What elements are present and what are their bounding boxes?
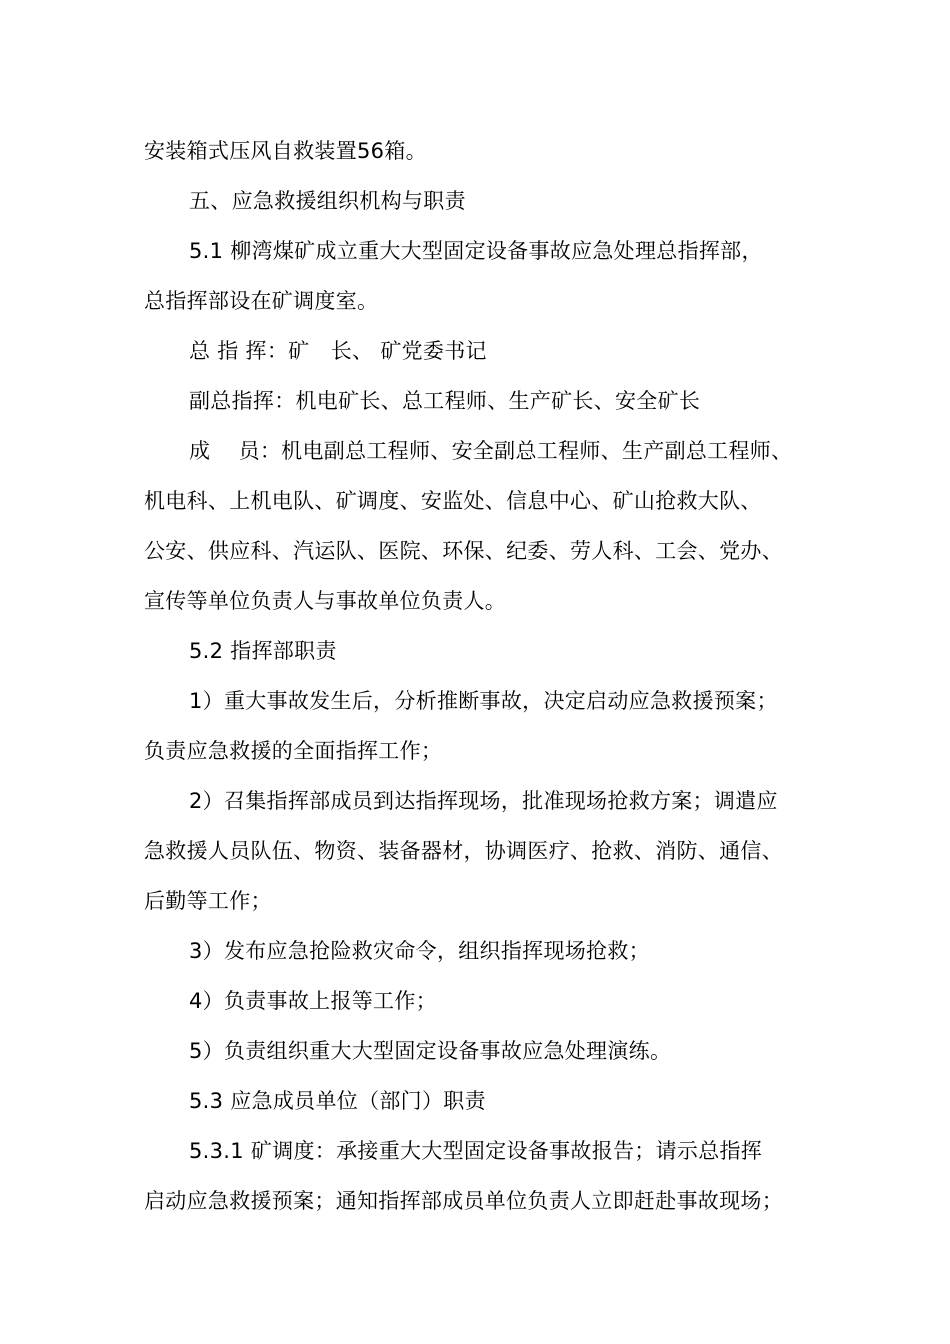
text-line: 负责应急救援的全面指挥工作； [144, 739, 443, 763]
section-heading: 5.2 指挥部职责 [189, 639, 337, 663]
text-line: 5）负责组织重大大型固定设备事故应急处理演练。 [189, 1039, 672, 1063]
text-line: 3）发布应急抢险救灾命令，组织指挥现场抢救； [189, 939, 650, 963]
text-line: 5.3.1 矿调度：承接重大大型固定设备事故报告；请示总指挥 [189, 1139, 763, 1163]
text-line: 后勤等工作； [144, 889, 272, 913]
text-line: 安装箱式压风自救装置56箱。 [144, 139, 427, 163]
text-line: 总 指 挥：矿 长、 矿党委书记 [189, 339, 487, 363]
text-line: 成 员：机电副总工程师、安全副总工程师、生产副总工程师、 [189, 439, 793, 463]
text-line: 1）重大事故发生后，分析推断事故，决定启动应急救援预案； [189, 689, 778, 713]
text-line: 公安、供应科、汽运队、医院、环保、纪委、劳人科、工会、党办、 [144, 539, 783, 563]
section-heading: 五、应急救援组织机构与职责 [189, 189, 466, 213]
text-line: 副总指挥：机电矿长、总工程师、生产矿长、安全矿长 [189, 389, 701, 413]
text-line: 启动应急救援预案；通知指挥部成员单位负责人立即赶赴事故现场； [144, 1189, 783, 1213]
text-line: 5.1 柳湾煤矿成立重大大型固定设备事故应急处理总指挥部， [189, 239, 763, 263]
text-line: 机电科、上机电队、矿调度、安监处、信息中心、矿山抢救大队、 [144, 489, 762, 513]
text-line: 总指挥部设在矿调度室。 [144, 289, 379, 313]
text-line: 宣传等单位负责人与事故单位负责人。 [144, 589, 507, 613]
text-line: 2）召集指挥部成员到达指挥现场，批准现场抢救方案；调遣应 [189, 789, 778, 813]
section-heading: 5.3 应急成员单位（部门）职责 [189, 1089, 486, 1113]
text-line: 4）负责事故上报等工作； [189, 989, 437, 1013]
text-line: 急救援人员队伍、物资、装备器材，协调医疗、抢救、消防、通信、 [144, 839, 783, 863]
